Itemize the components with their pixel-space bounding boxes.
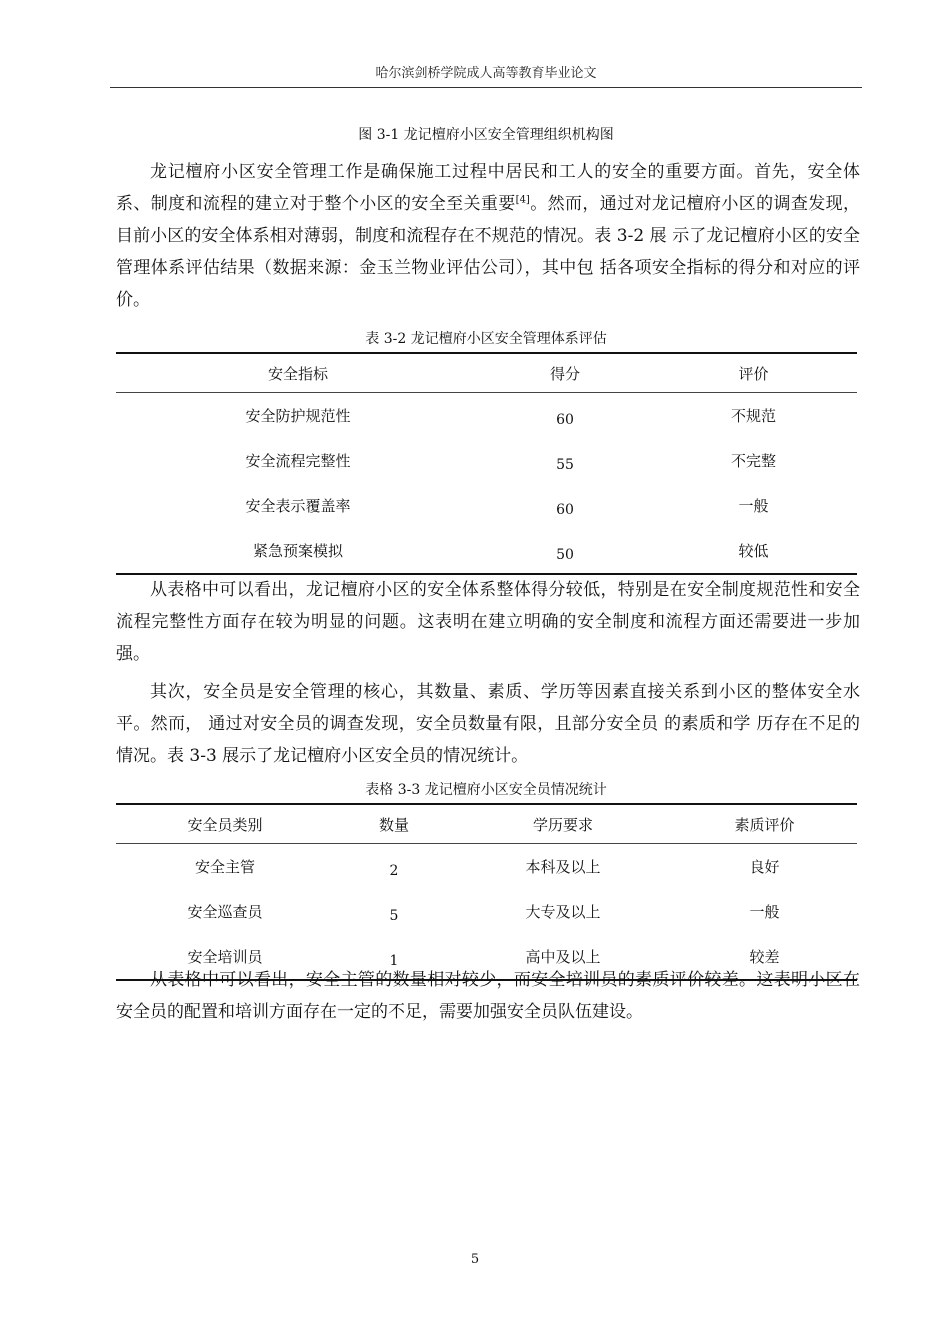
table-cell-score: 60 <box>556 411 574 428</box>
table-cell-indicator: 紧急预案模拟 <box>252 542 343 560</box>
paragraph-4: 从表格中可以看出，安全主管的数量相对较少，而安全培训员的素质评价较差。这表明小区在安全员的配置和培训方面存在一定的不足，需要加强安全员队伍建设。 <box>116 970 860 1022</box>
figure-caption: 图 3-1 龙记檀府小区安全管理组织机构图 <box>358 127 614 143</box>
table-cell-category: 安全巡查员 <box>187 903 263 921</box>
table-cell-education: 本科及以上 <box>525 858 601 876</box>
table-cell-quality: 良好 <box>749 858 780 876</box>
header-title: 哈尔滨剑桥学院成人高等教育毕业论文 <box>375 66 597 81</box>
column-header: 安全指标 <box>116 353 480 393</box>
safety-system-table <box>116 352 857 575</box>
table-cell-score: 50 <box>556 546 574 563</box>
column-header: 得分 <box>480 353 650 393</box>
table-cell-count: 2 <box>389 862 399 879</box>
table-cell-education: 高中及以上 <box>525 948 601 966</box>
table-header-row <box>116 353 857 393</box>
paragraph-3: 其次，安全员是安全管理的核心，其数量、素质、学历等因素直接关系到小区的整体安全水平。然而， 通过对安全员的调查发现，安全员数量有限，且部分安全员 的素质和学 历存在不足的情况。表 3-3 展示了龙记檀府小区安全员的情况统计。 <box>116 682 860 766</box>
table-row <box>116 889 857 934</box>
table-cell-quality: 一般 <box>749 903 780 921</box>
table-3-2-caption: 表 3-2 龙记檀府小区安全管理体系评估 <box>365 331 607 347</box>
table-cell-category: 安全主管 <box>194 858 255 876</box>
table-cell-rating: 一般 <box>738 497 769 515</box>
table-cell-indicator: 安全防护规范性 <box>245 407 351 425</box>
column-header: 素质评价 <box>672 804 857 844</box>
paragraph-1-part-a: 龙记檀府小区安全管理工作是确保施工过程中居民和工人的安全的重要方面。首先，安全体系、制度和流程的建立对于整个小区的安全至关重要 <box>116 162 860 214</box>
table-cell-score: 60 <box>556 501 574 518</box>
paragraph-1-part-b: 。然而，通过对龙记檀府小区的调查发现，目前小区的安全体系相对薄弱，制度和流程存在不规范的情况。表 3-2 展 示了龙记檀府小区的安全管理体系评估结果（数据来源：金玉兰物业评估公司），其中包 括各项安全指标的得分和对应的评价。 <box>116 194 861 310</box>
citation-ref: [4] <box>515 194 530 206</box>
table-cell-category: 安全培训员 <box>187 948 263 966</box>
page-header <box>110 62 862 88</box>
table-cell-education: 大专及以上 <box>525 903 601 921</box>
table-cell-rating: 不完整 <box>730 452 776 470</box>
table-cell-indicator: 安全流程完整性 <box>245 452 351 470</box>
page-number: 5 <box>470 1252 480 1267</box>
table-cell-count: 5 <box>389 907 399 924</box>
table-cell-count: 1 <box>389 952 399 969</box>
table-header-row <box>116 804 857 844</box>
table-3-3-caption: 表格 3-3 龙记檀府小区安全员情况统计 <box>365 782 607 798</box>
column-header: 学历要求 <box>454 804 672 844</box>
table-cell-rating: 较低 <box>738 542 769 560</box>
paragraph-1 <box>116 156 860 316</box>
table-row <box>116 438 857 483</box>
table-row <box>116 393 857 439</box>
table-row <box>116 528 857 574</box>
column-header: 安全员类别 <box>116 804 334 844</box>
table-cell-quality: 较差 <box>749 948 780 966</box>
table-cell-score: 55 <box>556 456 574 473</box>
safety-staff-table <box>116 803 857 981</box>
paragraph-2: 从表格中可以看出，龙记檀府小区的安全体系整体得分较低，特别是在安全制度规范性和安全流程完整性方面存在较为明显的问题。这表明在建立明确的安全制度和流程方面还需要进一步加强。 <box>116 580 860 664</box>
column-header: 评价 <box>650 353 857 393</box>
column-header: 数量 <box>334 804 454 844</box>
table-cell-indicator: 安全表示覆盖率 <box>245 497 351 515</box>
table-cell-rating: 不规范 <box>730 407 776 425</box>
table-row <box>116 483 857 528</box>
table-row <box>116 844 857 890</box>
